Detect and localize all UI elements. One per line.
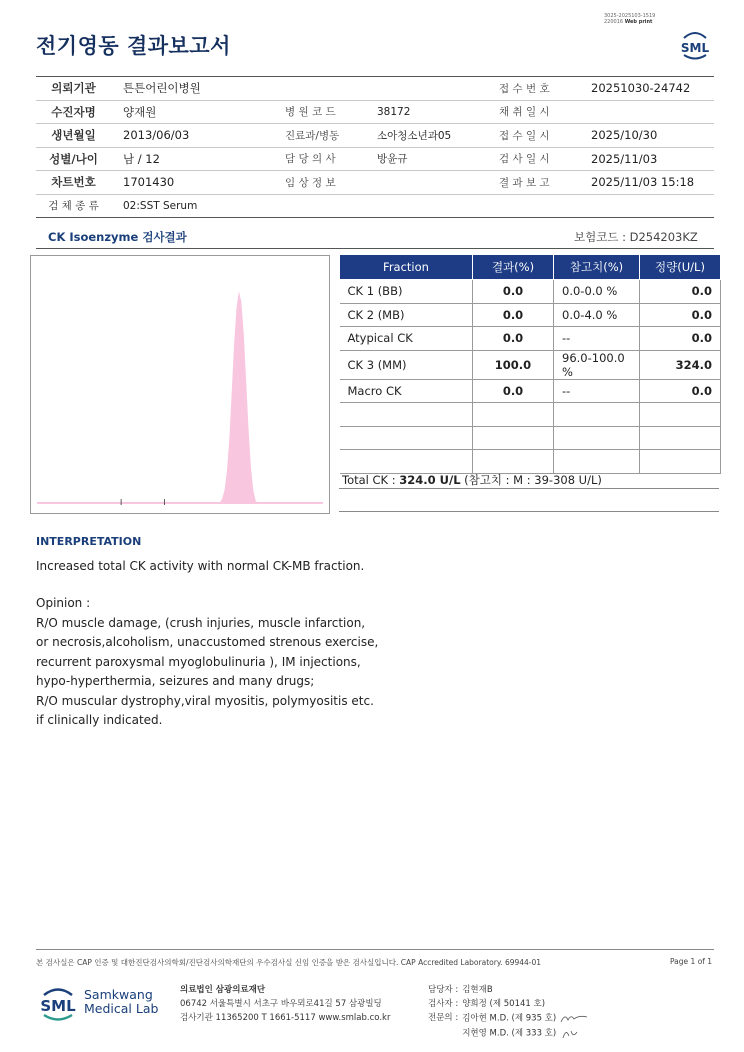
quantity-cell bbox=[640, 450, 721, 474]
page-number: Page 1 of 1 bbox=[670, 957, 713, 966]
result-row bbox=[340, 403, 721, 427]
divider bbox=[339, 511, 719, 512]
value-receipt-no: 20251030-24742 bbox=[585, 77, 714, 101]
label-clinical-info: 임 상 정 보 bbox=[279, 171, 371, 195]
label-receipt-date: 접 수 일 시 bbox=[493, 124, 585, 148]
label-sex-age: 성별/나이 bbox=[36, 147, 117, 171]
value-report-time: 2025/11/03 15:18 bbox=[585, 171, 714, 195]
result-cell: 0.0 bbox=[473, 280, 554, 304]
total-reference: (참고치 : M : 39-308 U/L) bbox=[460, 473, 602, 487]
result-row bbox=[340, 379, 721, 403]
total-value: 324.0 U/L bbox=[399, 473, 461, 487]
staff-role: 전문의 : bbox=[428, 1013, 459, 1024]
insurance-code: 보험코드 : D254203KZ bbox=[574, 230, 698, 244]
value-patient-name: 양재원 bbox=[117, 100, 279, 124]
reference-cell: 0.0-0.0 % bbox=[554, 280, 640, 304]
result-cell: 0.0 bbox=[473, 327, 554, 351]
staff-name: 양희정 (제 50141 호) bbox=[462, 999, 546, 1009]
staff-role bbox=[426, 1026, 460, 1041]
fraction-cell bbox=[340, 450, 473, 474]
col-reference: 참고치(%) bbox=[554, 255, 640, 280]
fraction-cell: Macro CK bbox=[340, 379, 473, 403]
result-row bbox=[340, 303, 721, 327]
divider bbox=[36, 248, 714, 249]
label-department: 진료과/병동 bbox=[279, 124, 371, 148]
info-row bbox=[36, 147, 714, 171]
org-contact: 검사기관 11365200 T 1661-5117 www.smlab.co.kr bbox=[180, 1013, 391, 1023]
quantity-cell: 0.0 bbox=[640, 327, 721, 351]
meta-line-2: 220016 bbox=[604, 19, 624, 25]
info-empty bbox=[371, 194, 493, 218]
logo-text: SML bbox=[680, 41, 710, 55]
reference-cell: -- bbox=[554, 379, 640, 403]
result-cell: 0.0 bbox=[473, 379, 554, 403]
interpretation-text: Increased total CK activity with normal CK-MB fraction. bbox=[36, 559, 365, 573]
brand-line-2: Medical Lab bbox=[84, 1001, 159, 1016]
staff-role: 담당자 : bbox=[428, 985, 459, 995]
label-chart-no: 차트번호 bbox=[36, 171, 117, 195]
fraction-cell: CK 1 (BB) bbox=[340, 280, 473, 304]
staff-list bbox=[426, 983, 591, 1040]
label-hospital-code: 병 원 코 드 bbox=[279, 100, 371, 124]
value-hospital-code: 38172 bbox=[371, 100, 493, 124]
meta-print: Web print bbox=[624, 19, 653, 25]
quantity-cell: 0.0 bbox=[640, 379, 721, 403]
result-cell bbox=[473, 403, 554, 427]
quantity-cell bbox=[640, 426, 721, 450]
fraction-cell: CK 3 (MM) bbox=[340, 350, 473, 379]
fraction-cell: Atypical CK bbox=[340, 327, 473, 351]
fraction-cell bbox=[340, 426, 473, 450]
value-clinical-info bbox=[371, 171, 493, 195]
results-header-row bbox=[340, 255, 721, 280]
col-result: 결과(%) bbox=[473, 255, 554, 280]
print-meta bbox=[604, 13, 655, 25]
footer-divider bbox=[36, 949, 714, 950]
label-receipt-no: 접 수 번 호 bbox=[493, 77, 585, 101]
quantity-cell: 0.0 bbox=[640, 280, 721, 304]
brand-name bbox=[84, 988, 158, 1016]
electropherogram-svg bbox=[31, 256, 329, 513]
result-cell bbox=[473, 450, 554, 474]
reference-cell: -- bbox=[554, 327, 640, 351]
info-row bbox=[36, 124, 714, 148]
organization-info bbox=[180, 983, 390, 1025]
signature-icon bbox=[559, 1011, 589, 1025]
signature-icon bbox=[559, 1026, 589, 1040]
divider bbox=[339, 488, 719, 489]
result-row bbox=[340, 426, 721, 450]
staff-role: 검사자 : bbox=[428, 999, 459, 1009]
col-quantity: 정량(U/L) bbox=[640, 255, 721, 280]
value-institution: 튼튼어린이병원 bbox=[117, 77, 279, 101]
info-row bbox=[36, 194, 714, 218]
sml-footer-logo-icon bbox=[36, 982, 80, 1026]
value-collection-time bbox=[585, 100, 714, 124]
fraction-cell: CK 2 (MB) bbox=[340, 303, 473, 327]
total-prefix: Total CK : bbox=[342, 473, 400, 487]
value-department: 소아청소년과05 bbox=[371, 124, 493, 148]
reference-cell bbox=[554, 426, 640, 450]
label-report-time: 결 과 보 고 bbox=[493, 171, 585, 195]
label-collection-time: 채 취 일 시 bbox=[493, 100, 585, 124]
quantity-cell bbox=[640, 403, 721, 427]
info-empty bbox=[279, 194, 371, 218]
info-value bbox=[371, 77, 493, 101]
electropherogram-chart bbox=[30, 255, 330, 514]
reference-cell bbox=[554, 450, 640, 474]
quantity-cell: 0.0 bbox=[640, 303, 721, 327]
info-empty bbox=[493, 194, 585, 218]
reference-cell: 96.0-100.0 % bbox=[554, 350, 640, 379]
label-test-date: 검 사 일 시 bbox=[493, 147, 585, 171]
info-row bbox=[36, 100, 714, 124]
interpretation-heading: INTERPRETATION bbox=[36, 535, 142, 548]
brand-line-1: Samkwang bbox=[84, 987, 153, 1002]
reference-cell: 0.0-4.0 % bbox=[554, 303, 640, 327]
label-institution: 의뢰기관 bbox=[36, 77, 117, 101]
results-table bbox=[339, 254, 721, 474]
value-test-date: 2025/11/03 bbox=[585, 147, 714, 171]
value-birthdate: 2013/06/03 bbox=[117, 124, 279, 148]
result-row bbox=[340, 350, 721, 379]
result-row bbox=[340, 450, 721, 474]
staff-name: 김현재B bbox=[462, 985, 493, 995]
result-row bbox=[340, 327, 721, 351]
col-fraction: Fraction bbox=[340, 255, 473, 280]
info-row bbox=[36, 171, 714, 195]
label-doctor: 담 당 의 사 bbox=[279, 147, 371, 171]
footer-logo-text: SML bbox=[40, 997, 76, 1015]
accreditation-note: 본 검사실은 CAP 인증 및 대한진단검사의학회/진단검사의학재단의 우수검사실 신임 인증을 받은 검사실입니다. CAP Accredited Laboratory. 69944-01 bbox=[36, 958, 542, 967]
value-sex-age: 남 / 12 bbox=[117, 147, 279, 171]
label-specimen: 검 체 종 류 bbox=[36, 194, 117, 218]
result-cell bbox=[473, 426, 554, 450]
fraction-cell bbox=[340, 403, 473, 427]
sml-logo-icon bbox=[676, 26, 714, 62]
result-cell: 100.0 bbox=[473, 350, 554, 379]
value-chart-no: 1701430 bbox=[117, 171, 279, 195]
result-row bbox=[340, 280, 721, 304]
opinion-text: Opinion : R/O muscle damage, (crush injuries, muscle infarction, or necrosis,alcoholism, unaccustomed strenous exercise, recurrent paroxysmal myoglobulinuria ), IM injections, hypo-hyperthermia, seizures and many drugs; R/O muscular dystrophy,viral myositis, polymyositis etc. if clinically indicated. bbox=[36, 596, 379, 727]
staff-name: 김아현 M.D. (제 935 호) bbox=[462, 1013, 557, 1024]
reference-cell bbox=[554, 403, 640, 427]
label-patient-name: 수진자명 bbox=[36, 100, 117, 124]
org-address: 06742 서울특별시 서초구 바우뫼로41길 57 삼광빌딩 bbox=[180, 999, 382, 1009]
info-label bbox=[279, 77, 371, 101]
patient-info-table bbox=[36, 76, 714, 218]
value-doctor: 방윤규 bbox=[371, 147, 493, 171]
value-receipt-date: 2025/10/30 bbox=[585, 124, 714, 148]
result-cell: 0.0 bbox=[473, 303, 554, 327]
info-row bbox=[36, 77, 714, 101]
staff-name: 지현영 M.D. (제 333 호) bbox=[462, 1028, 557, 1038]
org-name: 의료법인 삼광의료재단 bbox=[180, 985, 266, 995]
quantity-cell: 324.0 bbox=[640, 350, 721, 379]
meta-line-1: 3025-2025103-1519 bbox=[604, 13, 656, 19]
label-birthdate: 생년월일 bbox=[36, 124, 117, 148]
report-title: 전기영동 결과보고서 bbox=[36, 34, 231, 58]
total-ck bbox=[342, 472, 602, 488]
section-title: CK Isoenzyme 검사결과 bbox=[48, 230, 187, 244]
info-empty bbox=[585, 194, 714, 218]
fraction-curve bbox=[37, 291, 323, 503]
value-specimen: 02:SST Serum bbox=[117, 194, 279, 218]
